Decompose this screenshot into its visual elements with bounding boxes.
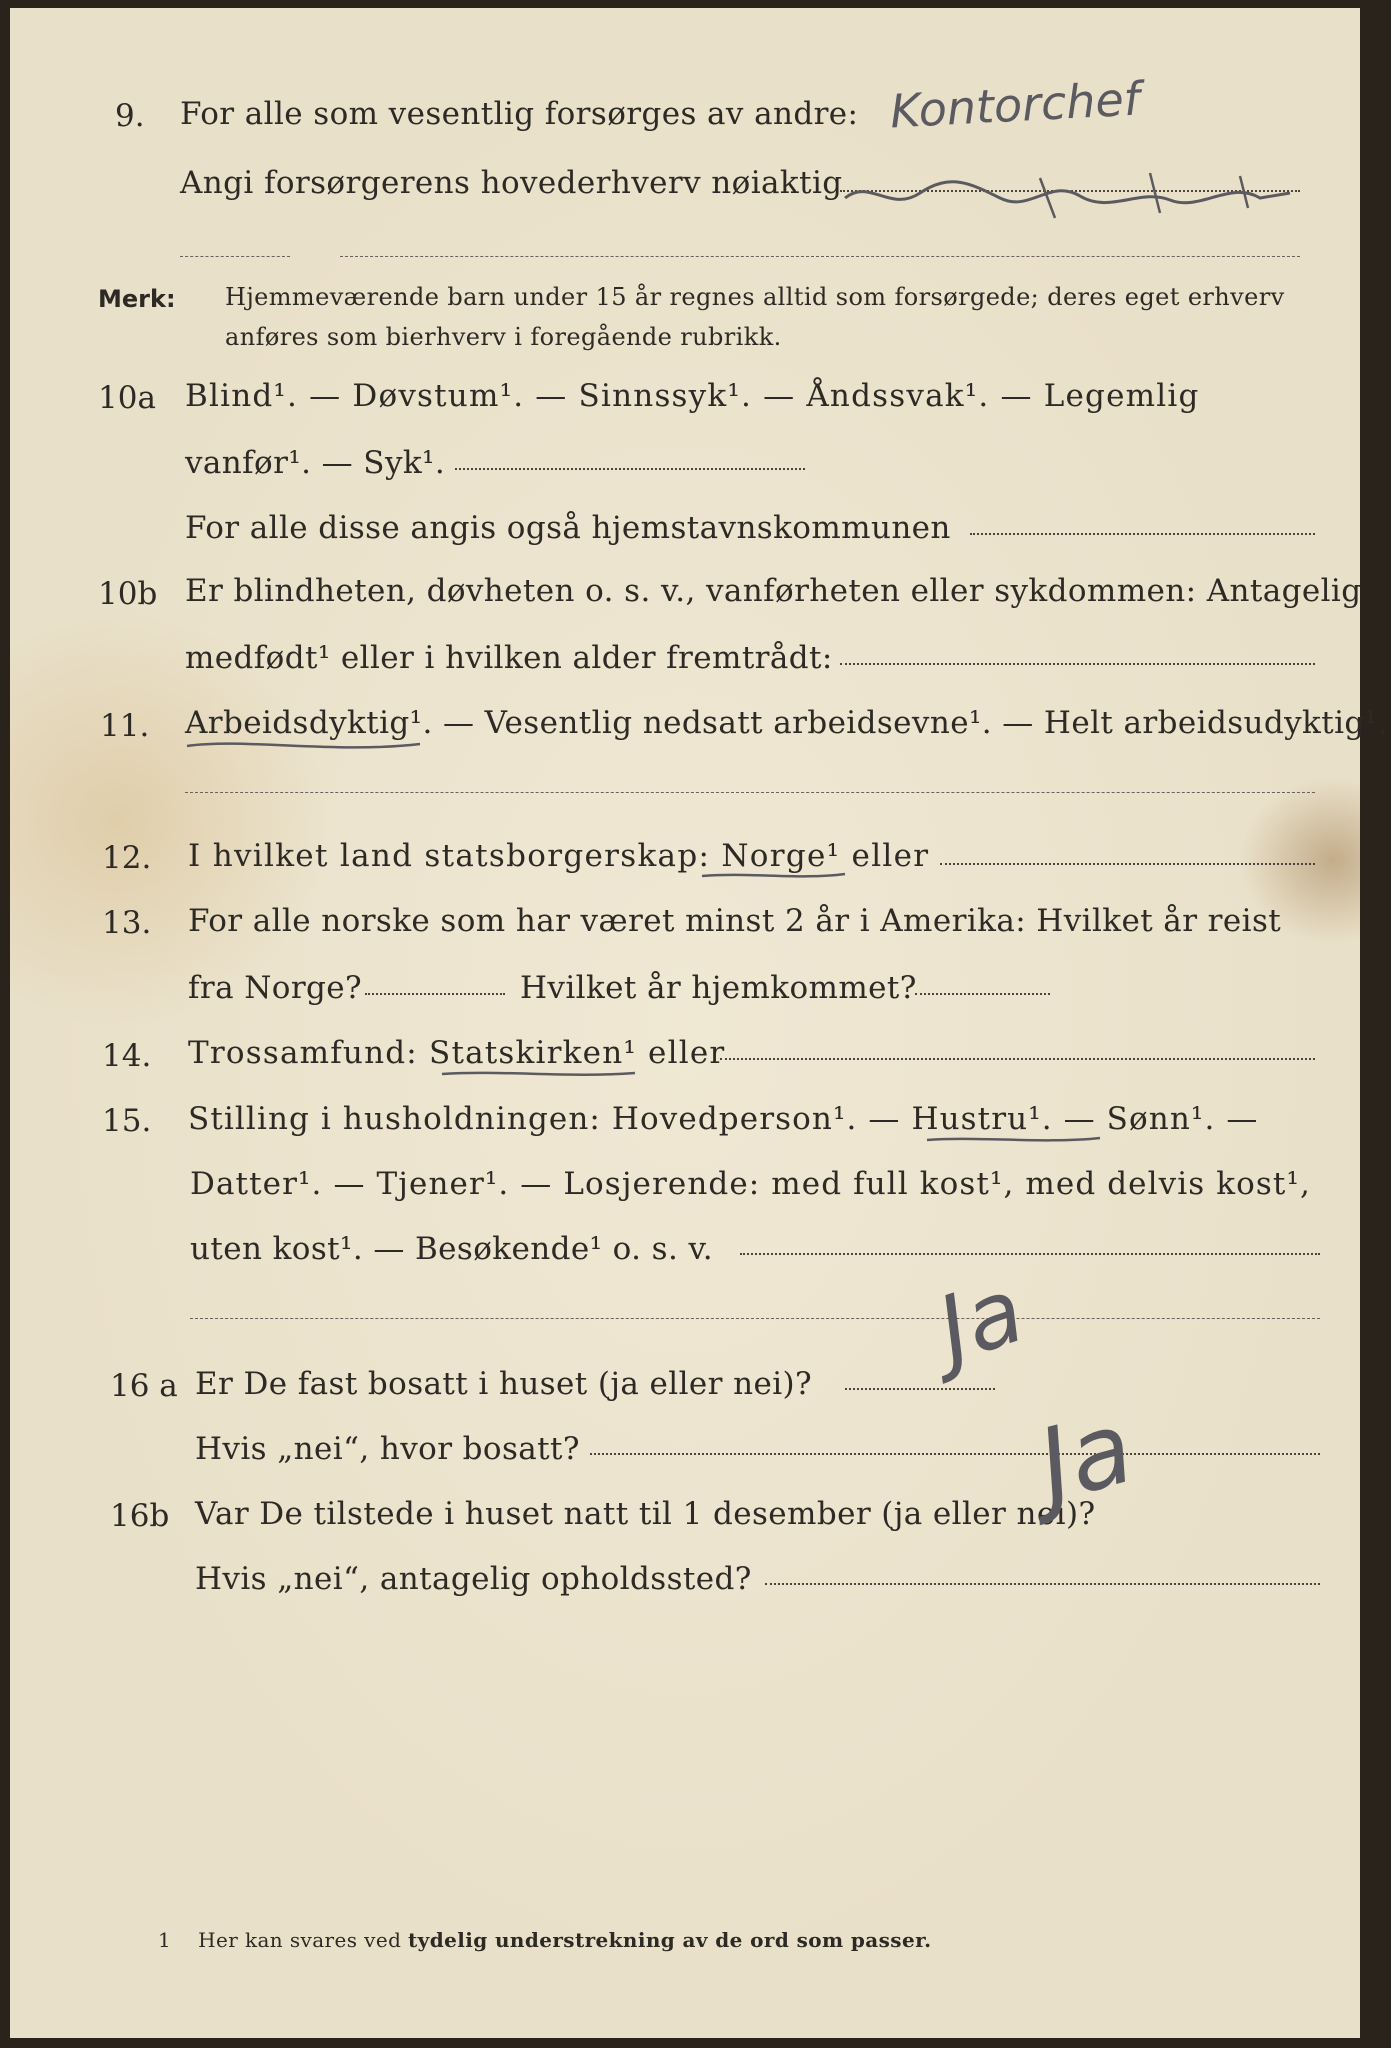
q16a-number: 16 a	[110, 1368, 178, 1404]
q15-line3: uten kost¹. — Besøkende¹ o. s. v.	[190, 1231, 713, 1267]
q15-line2: Datter¹. — Tjener¹. — Losjerende: med full kost¹, med delvis kost¹,	[190, 1166, 1311, 1202]
q9-number: 9.	[115, 98, 145, 134]
q10b-line2: medfødt¹ eller i hvilken alder fremtrådt:	[185, 640, 833, 676]
q11-number: 11.	[100, 708, 150, 744]
merk-line2: anføres som bierhverv i foregående rubrikk.	[225, 323, 782, 351]
q15-rule	[190, 1318, 1320, 1319]
q15-line1: Stilling i husholdningen: Hovedperson¹. — Hustru¹. — Sønn¹. —	[188, 1101, 1259, 1137]
q10a-number: 10a	[98, 380, 156, 416]
q9-rule-short	[180, 256, 290, 257]
q11-handwritten-underline	[185, 736, 425, 756]
q16b-line1: Var De tilstede i huset natt til 1 desember (ja eller nei)?	[195, 1496, 1096, 1532]
q12-line1: I hvilket land statsborgerskap: Norge¹ eller	[188, 838, 930, 874]
q10a-line3: For alle disse angis også hjemstavnskommunen	[185, 510, 951, 546]
q16a-line1: Er De fast bosatt i huset (ja eller nei)?	[195, 1366, 813, 1402]
q9-rule-long	[340, 256, 1300, 257]
q13-year-returned-fill-line	[915, 993, 1050, 995]
q10a-hjemstavn-fill-line	[970, 533, 1315, 535]
q10a-syk-fill-line	[455, 468, 805, 470]
census-form-page	[10, 8, 1388, 2038]
merk-line1: Hjemmeværende barn under 15 år regnes alltid som forsørgede; deres eget erhverv	[225, 283, 1285, 311]
q13-number: 13.	[102, 905, 152, 941]
q16a-bosatt-fill-line	[590, 1453, 1320, 1455]
q16a-line2: Hvis „nei“, hvor bosatt?	[195, 1431, 580, 1467]
merk-label: Merk:	[98, 285, 176, 313]
q9-line2: Angi forsørgerens hovederhverv nøiaktig	[180, 165, 843, 201]
q14-number: 14.	[102, 1038, 152, 1074]
q15-number: 15.	[102, 1103, 152, 1139]
q13-year-left-fill-line	[365, 993, 505, 995]
q16b-handwritten-answer: Ja	[1026, 1388, 1145, 1525]
footnote-text-plain: Her kan svares ved	[198, 1928, 402, 1952]
q16b-fill-line	[765, 1583, 1320, 1585]
q14-line1: Trossamfund: Statskirken¹ eller	[188, 1035, 726, 1071]
q12-norge-underline	[700, 868, 850, 884]
q13-line1: For alle norske som har været minst 2 år i Amerika: Hvilket år reist	[188, 903, 1282, 939]
q9-scribble-strike	[840, 158, 1300, 228]
q16a-handwritten-answer: Ja	[925, 1257, 1036, 1384]
footnote-text-bold: tydelig understrekning av de ord som passer.	[408, 1928, 932, 1952]
q14-fill-line	[720, 1058, 1315, 1060]
q13-line2a: fra Norge?	[188, 970, 363, 1006]
q16a-fill-line	[845, 1388, 995, 1390]
q10b-line1: Er blindheten, døvheten o. s. v., vanførheten eller sykdommen: Antagelig	[185, 573, 1362, 609]
q14-statskirken-underline	[440, 1066, 640, 1082]
q9-line1: For alle som vesentlig forsørges av andre:	[180, 96, 859, 132]
q12-fill-line	[940, 863, 1315, 865]
q10a-line2: vanfør¹. — Syk¹.	[185, 445, 446, 481]
footnote	[158, 1928, 932, 1952]
q9-handwritten-answer: Kontorchef	[888, 71, 1142, 139]
q15-hustru-underline	[925, 1132, 1105, 1148]
q11-line1: Arbeidsdyktig¹. — Vesentlig nedsatt arbeidsevne¹. — Helt arbeidsudyktig¹.	[185, 705, 1388, 741]
q13-line2b: Hvilket år hjemkommet?	[520, 970, 917, 1006]
q15-fill-line	[740, 1253, 1320, 1255]
q10b-fill-line	[840, 663, 1315, 665]
q16b-line2: Hvis „nei“, antagelig opholdssted?	[195, 1561, 752, 1597]
q10a-line1: Blind¹. — Døvstum¹. — Sinnssyk¹. — Åndssvak¹. — Legemlig	[185, 378, 1200, 414]
footnote-mark: 1	[158, 1928, 172, 1952]
q16b-number: 16b	[110, 1498, 170, 1534]
q10b-number: 10b	[98, 576, 158, 612]
q11-rule	[185, 792, 1315, 793]
q12-number: 12.	[102, 840, 152, 876]
